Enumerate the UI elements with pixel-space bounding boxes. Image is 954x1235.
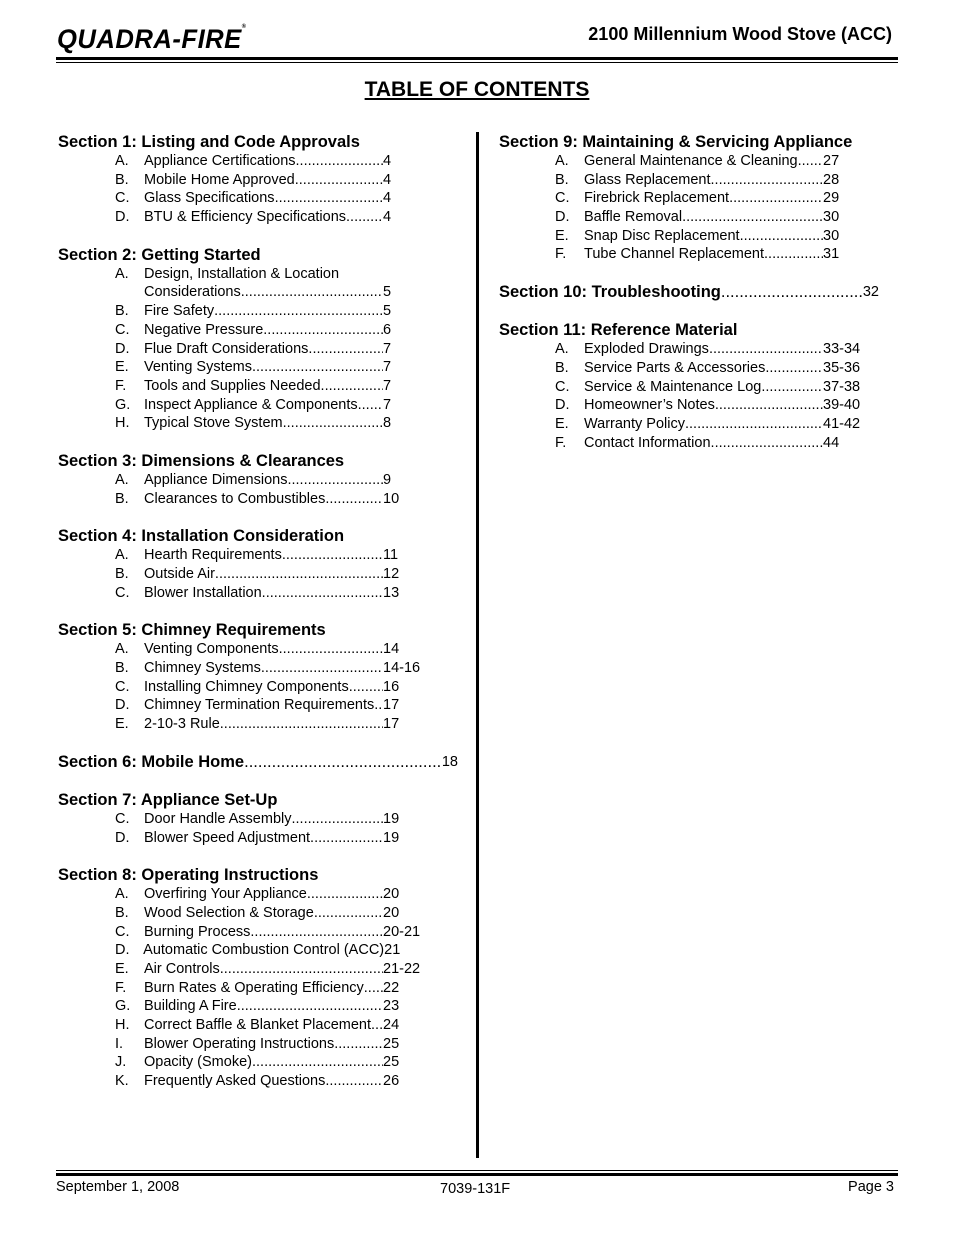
toc-entry (115, 265, 423, 284)
entry-page: 44 (823, 434, 840, 451)
entry-page: 33-34 (823, 341, 861, 358)
entry-page: 41-42 (823, 415, 861, 432)
toc-entry (115, 1053, 423, 1072)
entry-text: Fire Safety (144, 303, 215, 320)
entry-letter: A. (115, 265, 129, 282)
entry-page: 19 (383, 829, 400, 846)
toc-section (58, 620, 458, 733)
entry-page: 11 (383, 547, 399, 564)
entry-text: Tools and Supplies Needed (144, 377, 321, 394)
dot-leader (798, 152, 823, 171)
toc-entry (555, 434, 863, 453)
entry-letter: F. (555, 246, 567, 263)
entry-page: 9 (383, 471, 392, 488)
toc-entry (115, 283, 423, 302)
entry-page: 35-36 (823, 359, 861, 376)
entry-letter: B. (115, 660, 129, 677)
toc-entry (555, 171, 863, 190)
footer-date: September 1, 2008 (56, 1179, 180, 1195)
entry-page: 25 (383, 1054, 400, 1071)
entry-page: 13 (383, 584, 400, 601)
entry-letter: G. (115, 998, 131, 1015)
entry-letter: F. (555, 434, 567, 451)
toc-entry (115, 321, 423, 340)
entry-letter: B. (555, 171, 569, 188)
entry-page: 8 (383, 415, 392, 432)
toc-entry (115, 1072, 423, 1091)
dot-leader (282, 546, 383, 565)
toc-entry (555, 396, 863, 415)
toc-section (499, 320, 879, 452)
toc-entry (115, 659, 423, 678)
entry-page: 14-16 (383, 660, 421, 677)
entry-page: 20-21 (383, 923, 421, 940)
section-heading (58, 752, 458, 772)
toc-entry (115, 696, 423, 715)
dot-leader (314, 904, 383, 923)
toc-entry (115, 997, 423, 1016)
section-title: Section 2: Getting Started (58, 245, 261, 264)
entry-text: Chimney Termination Requirements (144, 697, 375, 714)
section-page: 18 (441, 753, 458, 770)
entry-letter: J. (115, 1054, 127, 1071)
entry-text: Wood Selection & Storage (144, 904, 314, 921)
dot-leader (364, 979, 383, 998)
entry-letter: E. (115, 960, 129, 977)
entry-text: Blower Operating Instructions (144, 1035, 335, 1052)
entry-page: 23 (383, 998, 400, 1015)
toc-entry (555, 189, 863, 208)
dot-leader (729, 189, 823, 208)
entry-page: 6 (383, 321, 392, 338)
column-divider (476, 132, 479, 1158)
dot-leader (325, 490, 383, 509)
entry-text: Burning Process (144, 923, 251, 940)
toc-entry (115, 471, 423, 490)
toc-section (58, 790, 458, 847)
dot-leader (292, 810, 384, 829)
entry-letter: B. (115, 566, 129, 582)
entry-text: Venting Systems (144, 359, 252, 376)
dot-leader (220, 715, 383, 734)
entry-letter: A. (555, 153, 569, 169)
toc-entry (115, 358, 423, 377)
entry-page: 17 (383, 697, 400, 714)
entry-page: 31 (823, 246, 840, 263)
entry-letter: H. (115, 415, 130, 432)
section-heading (58, 245, 458, 265)
toc-entry (115, 208, 423, 227)
dot-leader (310, 829, 383, 848)
toc-entry (115, 565, 423, 584)
dot-leader (263, 321, 383, 340)
dot-leader (237, 997, 383, 1016)
toc-entry (115, 979, 423, 998)
toc-entry (115, 414, 423, 433)
dot-leader (215, 565, 383, 584)
toc-entry (115, 885, 423, 904)
section-title: Section 8: Operating Instructions (58, 866, 319, 885)
entry-page: 17 (383, 716, 400, 733)
entry-letter: F. (115, 979, 127, 996)
section-title: Section 5: Chimney Requirements (58, 621, 326, 640)
dot-leader (244, 752, 442, 772)
entry-letter: E. (115, 359, 129, 376)
entry-page: 39-40 (823, 397, 861, 414)
entry-page: 21-22 (383, 960, 421, 977)
entry-letter: A. (555, 341, 569, 358)
entry-text: Flue Draft Considerations (144, 340, 309, 357)
entry-text: Negative Pressure (144, 321, 264, 338)
entry-letter: F. (115, 377, 127, 394)
entry-text: Glass Replacement (584, 171, 711, 188)
toc-entry (115, 678, 423, 697)
dot-leader (371, 1016, 383, 1035)
entry-page: 7 (383, 377, 392, 394)
entry-page: 5 (383, 303, 392, 320)
dot-leader (761, 378, 823, 397)
document-title: 2100 Millennium Wood Stove (ACC) (588, 24, 892, 44)
entry-letter: B. (115, 904, 129, 921)
entry-text: Overfiring Your Appliance (144, 886, 307, 903)
entry-page: 4 (383, 190, 392, 207)
entry-text: Chimney Systems (144, 660, 261, 677)
toc-entry (115, 640, 423, 659)
dot-leader (275, 189, 383, 208)
toc-entry (555, 227, 863, 246)
entry-text: Service Parts & Accessories (584, 359, 766, 376)
section-heading (58, 526, 458, 546)
entry-letter: C. (555, 378, 570, 395)
section-heading (499, 282, 879, 302)
section-title: Section 1: Listing and Code Approvals (58, 133, 360, 151)
entry-letter: A. (115, 153, 129, 169)
entry-letter: A. (115, 471, 129, 488)
toc-section (499, 132, 879, 264)
entry-letter: E. (555, 227, 569, 244)
entry-text: Blower Installation (144, 584, 262, 601)
entry-letter: D. (115, 340, 130, 357)
dot-leader (252, 1053, 383, 1072)
toc-entry (115, 490, 423, 509)
section-heading (58, 790, 458, 810)
entry-letter: C. (115, 923, 130, 940)
toc-entry (555, 378, 863, 397)
entry-text: BTU & Efficiency Specifications (144, 209, 347, 226)
entry-letter: C. (555, 190, 570, 207)
dot-leader (241, 283, 383, 302)
toc-entry (555, 340, 863, 359)
toc-entry (115, 1016, 423, 1035)
entry-letter: K. (115, 1073, 129, 1090)
dot-leader (711, 171, 823, 190)
dot-leader (307, 885, 383, 904)
toc-entry (115, 960, 423, 979)
toc-section (58, 451, 458, 508)
entry-letter: D. (115, 942, 130, 959)
toc-entry (115, 1035, 423, 1054)
dot-leader (346, 208, 383, 227)
entry-text: Homeowner’s Notes (584, 397, 715, 414)
entry-page: 12 (383, 566, 400, 582)
dot-leader (721, 282, 863, 302)
dot-leader (214, 302, 383, 321)
dot-leader (682, 208, 823, 227)
dot-leader (287, 471, 383, 490)
toc-section (499, 282, 879, 302)
toc-section (58, 752, 458, 772)
footer-rule (56, 1173, 898, 1176)
entry-text: Firebrick Replacement (584, 190, 730, 207)
footer-doc-code: 7039-131F (440, 1181, 511, 1197)
entry-text: Blower Speed Adjustment (144, 829, 311, 846)
entry-letter: E. (555, 415, 569, 432)
toc-entry (115, 340, 423, 359)
entry-letter: A. (115, 641, 129, 658)
entry-text: Warranty Policy (584, 415, 685, 432)
section-title: Section 6: Mobile Home (58, 752, 245, 771)
dot-leader (685, 415, 823, 434)
section-title: Section 10: Troubleshooting (499, 283, 721, 302)
entry-letter: D. (115, 209, 130, 226)
entry-text: Glass Specifications (144, 190, 275, 207)
entry-text: Frequently Asked Questions (144, 1073, 326, 1090)
entry-text: Door Handle Assembly (144, 810, 292, 827)
toc-section (58, 526, 458, 602)
dot-leader (308, 340, 383, 359)
toc-entry (115, 810, 423, 829)
entry-text: Service & Maintenance Log (584, 378, 762, 395)
entry-text: Clearances to Combustibles (144, 490, 326, 507)
entry-page: 26 (383, 1073, 400, 1090)
entry-letter: A. (115, 886, 129, 903)
toc-entry (115, 189, 423, 208)
entry-page: 28 (823, 171, 840, 188)
toc-title: TABLE OF CONTENTS (364, 78, 590, 101)
entry-letter: B. (555, 359, 569, 376)
entry-letter: D. (115, 697, 130, 714)
section-title: Section 4: Installation Consideration (58, 527, 345, 546)
header-rule (56, 57, 898, 60)
entry-text: Exploded Drawings (584, 341, 709, 358)
dot-leader (709, 340, 823, 359)
entry-text: Contact Information (584, 434, 711, 451)
entry-text: Typical Stove System (144, 415, 283, 432)
entry-text: Hearth Requirements (144, 547, 282, 564)
toc-entry (115, 171, 423, 190)
dot-leader (250, 923, 383, 942)
entry-text: Tube Channel Replacement (584, 246, 765, 263)
dot-leader (765, 359, 823, 378)
section-title: Section 3: Dimensions & Clearances (58, 451, 345, 470)
entry-letter: A. (115, 547, 129, 564)
dot-leader (374, 696, 383, 715)
entry-letter: D. (555, 209, 570, 226)
dot-leader (715, 396, 823, 415)
entry-page: 4 (383, 171, 392, 188)
entry-page: 30 (823, 227, 840, 244)
entry-text: Outside Air (144, 566, 215, 582)
toc-entry (115, 302, 423, 321)
entry-text: Venting Components (144, 641, 279, 658)
entry-text: Baffle Removal (584, 209, 683, 226)
dot-leader (334, 1035, 383, 1054)
toc-entry (115, 829, 423, 848)
entry-text: Appliance Certifications (144, 153, 296, 169)
dot-leader (321, 377, 383, 396)
entry-page: 29 (823, 190, 840, 207)
entry-letter: C. (115, 810, 130, 827)
entry-page: 14 (383, 641, 400, 658)
toc-entry (115, 377, 423, 396)
section-heading (499, 132, 879, 152)
section-title: Section 9: Maintaining & Servicing Appliance (499, 133, 853, 151)
toc-entry (555, 208, 863, 227)
dot-leader (262, 584, 383, 603)
dot-leader (358, 396, 383, 415)
toc-entry (555, 245, 863, 264)
toc-left-column (58, 132, 458, 1109)
quadra-fire-logo: QUADRA-FIRE® (57, 24, 247, 54)
entry-letter: I. (115, 1035, 124, 1052)
entry-page: 19 (383, 810, 400, 827)
entry-letter: E. (115, 716, 129, 733)
entry-page: 4 (383, 209, 392, 226)
toc-entry (555, 359, 863, 378)
section-title: Section 7: Appliance Set-Up (58, 790, 278, 809)
dot-leader (220, 960, 383, 979)
entry-page: 4 (383, 153, 392, 169)
entry-page: 24 (383, 1017, 400, 1033)
toc-entry (555, 415, 863, 434)
entry-text: Appliance Dimensions (144, 471, 288, 488)
section-heading (58, 865, 458, 885)
entry-letter: G. (115, 396, 131, 413)
entry-text: Opacity (Smoke) (144, 1054, 252, 1071)
dot-leader (283, 414, 383, 433)
toc-section (58, 865, 458, 1091)
toc-entry (115, 152, 423, 171)
entry-letter: D. (555, 397, 570, 414)
toc-entry (115, 546, 423, 565)
toc-entry (115, 923, 423, 942)
section-page: 32 (862, 284, 879, 301)
entry-page: 22 (383, 979, 400, 996)
entry-letter: C. (115, 678, 130, 695)
dot-leader (261, 659, 383, 678)
entry-page: 25 (383, 1035, 400, 1052)
footer-page-number: Page 3 (848, 1179, 894, 1195)
entry-text: 2-10-3 Rule (144, 716, 220, 733)
dot-leader (279, 640, 383, 659)
section-title: Section 11: Reference Material (499, 321, 738, 340)
dot-leader (252, 358, 383, 377)
entry-page: 20 (383, 904, 400, 921)
entry-text: Inspect Appliance & Components (144, 396, 358, 413)
entry-page: 7 (383, 340, 392, 357)
entry-text: Building A Fire (144, 998, 237, 1015)
entry-page: 30 (823, 209, 840, 226)
entry-page: 20 (383, 886, 400, 903)
entry-text: Considerations (144, 284, 241, 301)
entry-letter: B. (115, 303, 129, 320)
entry-letter: C. (115, 190, 130, 207)
dot-leader (711, 434, 823, 453)
entry-text: Burn Rates & Operating Efficiency (144, 979, 364, 996)
entry-page: 27 (823, 153, 840, 169)
toc-entry (115, 584, 423, 603)
section-heading (58, 620, 458, 640)
dot-leader (295, 171, 383, 190)
dot-leader (764, 245, 823, 264)
entry-text: Mobile Home Approved (144, 171, 295, 188)
dot-leader (296, 152, 383, 171)
entry-page: 10 (383, 490, 400, 507)
entry-letter: H. (115, 1017, 130, 1033)
entry-text: General Maintenance & Cleaning (584, 153, 798, 169)
toc-right-column (499, 132, 879, 470)
entry-page: 5 (383, 284, 392, 301)
entry-letter: C. (115, 321, 130, 338)
toc-entry (115, 396, 423, 415)
entry-letter: B. (115, 490, 129, 507)
entry-text: Design, Installation & Location (144, 265, 340, 282)
toc-entry (115, 941, 423, 960)
entry-text: Snap Disc Replacement (584, 227, 740, 244)
entry-page: 7 (383, 396, 392, 413)
entry-letter: C. (115, 584, 130, 601)
dot-leader (740, 227, 823, 246)
toc-entry (555, 152, 863, 171)
toc-section (58, 132, 458, 227)
entry-page: 37-38 (823, 378, 861, 395)
entry-page: 7 (383, 359, 392, 376)
header-rule-thin (56, 62, 898, 63)
entry-text: Automatic Combustion Control (ACC) (143, 942, 385, 959)
entry-text: Installing Chimney Components (144, 678, 349, 695)
footer-rule-thin (56, 1170, 898, 1171)
toc-entry (115, 715, 423, 734)
entry-page: 21 (384, 942, 401, 959)
section-heading (499, 320, 879, 340)
section-heading (58, 451, 458, 471)
dot-leader (325, 1072, 383, 1091)
dot-leader (349, 678, 383, 697)
entry-text: Correct Baffle & Blanket Placement (144, 1017, 372, 1033)
entry-text: Air Controls (144, 960, 220, 977)
toc-entry (115, 904, 423, 923)
entry-page: 16 (383, 678, 400, 695)
entry-letter: B. (115, 171, 129, 188)
toc-section (58, 245, 458, 433)
entry-letter: D. (115, 829, 130, 846)
section-heading (58, 132, 458, 152)
